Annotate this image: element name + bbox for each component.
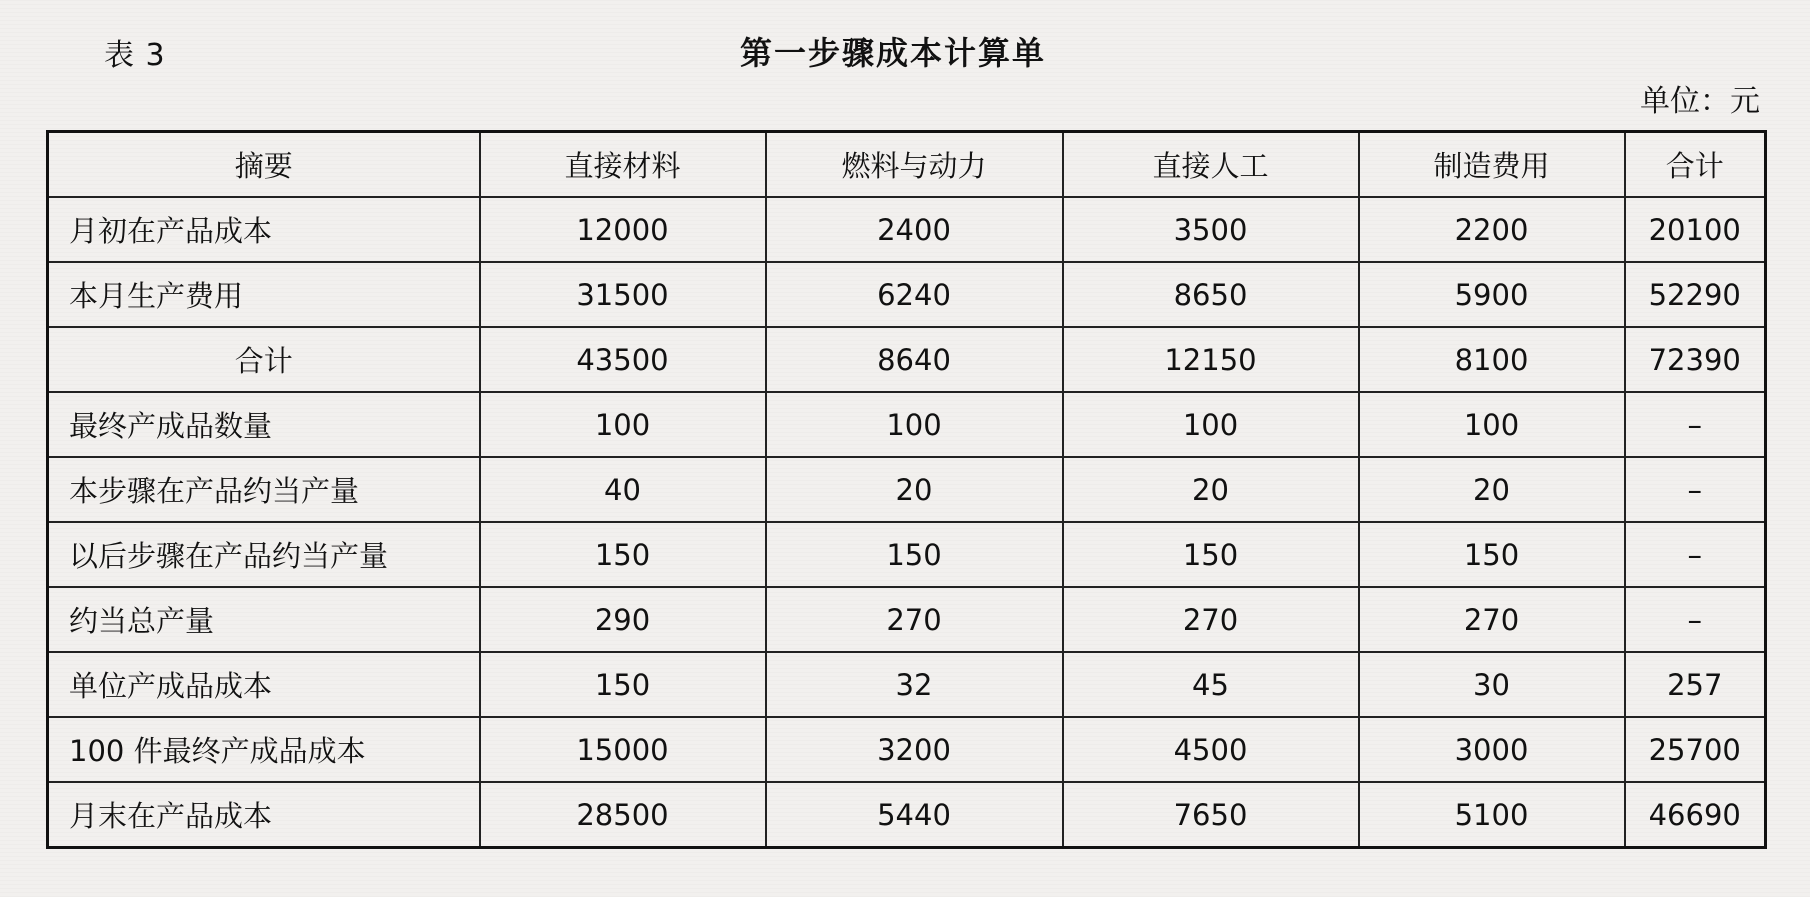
table-cell: 20100 (1625, 197, 1766, 262)
table-row (48, 262, 1766, 327)
table-cell: 28500 (480, 782, 766, 848)
table-cell: 20 (766, 457, 1063, 522)
row-label: 100 件最终产成品成本 (48, 717, 480, 782)
table-cell: 52290 (1625, 262, 1766, 327)
row-label: 本步骤在产品约当产量 (48, 457, 480, 522)
table-cell: 20 (1359, 457, 1625, 522)
table-cell: 100 (1359, 392, 1625, 457)
table-cell: 270 (1359, 587, 1625, 652)
table-row (48, 587, 1766, 652)
table-cell: 45 (1063, 652, 1359, 717)
table-row (48, 457, 1766, 522)
column-header-total: 合计 (1625, 132, 1766, 198)
table-cell: 257 (1625, 652, 1766, 717)
table-cell: 5900 (1359, 262, 1625, 327)
table-cell: 2400 (766, 197, 1063, 262)
table-row (48, 197, 1766, 262)
row-label: 月末在产品成本 (48, 782, 480, 848)
table-row (48, 392, 1766, 457)
table-cell: 150 (1063, 522, 1359, 587)
table-cell: 270 (766, 587, 1063, 652)
row-label: 本月生产费用 (48, 262, 480, 327)
page-title: 第一步骤成本计算单 (740, 34, 1047, 72)
column-header-direct-materials: 直接材料 (480, 132, 766, 198)
table-cell: 12000 (480, 197, 766, 262)
row-label: 月初在产品成本 (48, 197, 480, 262)
table-cell: 32 (766, 652, 1063, 717)
table-cell: 31500 (480, 262, 766, 327)
table-cell: 3000 (1359, 717, 1625, 782)
table-row (48, 522, 1766, 587)
column-header-direct-labor: 直接人工 (1063, 132, 1359, 198)
table-cell: – (1625, 457, 1766, 522)
table-cell: 150 (1359, 522, 1625, 587)
table-row (48, 327, 1766, 392)
table-cell: 12150 (1063, 327, 1359, 392)
table-row (48, 782, 1766, 848)
cost-calculation-table (46, 130, 1767, 849)
table-cell: 3200 (766, 717, 1063, 782)
table-cell: – (1625, 392, 1766, 457)
table-cell: 270 (1063, 587, 1359, 652)
table-cell: 46690 (1625, 782, 1766, 848)
table-number: 表 3 (104, 38, 166, 73)
table-cell: 30 (1359, 652, 1625, 717)
table-cell: 100 (1063, 392, 1359, 457)
table-cell: 150 (480, 522, 766, 587)
table-cell: 43500 (480, 327, 766, 392)
table-cell: 20 (1063, 457, 1359, 522)
column-header-fuel-power: 燃料与动力 (766, 132, 1063, 198)
table-cell: 150 (766, 522, 1063, 587)
column-header-manufacturing-overhead: 制造费用 (1359, 132, 1625, 198)
table-cell: 8100 (1359, 327, 1625, 392)
table-cell: – (1625, 522, 1766, 587)
table-cell: 2200 (1359, 197, 1625, 262)
row-label: 最终产成品数量 (48, 392, 480, 457)
row-label: 合计 (48, 327, 480, 392)
table-cell: 25700 (1625, 717, 1766, 782)
table-cell: 6240 (766, 262, 1063, 327)
row-label: 以后步骤在产品约当产量 (48, 522, 480, 587)
row-label: 单位产成品成本 (48, 652, 480, 717)
table-row (48, 717, 1766, 782)
table-cell: 100 (480, 392, 766, 457)
table-row (48, 652, 1766, 717)
table-cell: 5100 (1359, 782, 1625, 848)
table-cell: 3500 (1063, 197, 1359, 262)
table-cell: 290 (480, 587, 766, 652)
unit-label: 单位：元 (1640, 84, 1760, 119)
table-cell: – (1625, 587, 1766, 652)
row-label: 约当总产量 (48, 587, 480, 652)
table-cell: 15000 (480, 717, 766, 782)
table-cell: 150 (480, 652, 766, 717)
table-cell: 100 (766, 392, 1063, 457)
table-cell: 40 (480, 457, 766, 522)
table-cell: 4500 (1063, 717, 1359, 782)
table-cell: 8650 (1063, 262, 1359, 327)
column-header-summary: 摘要 (48, 132, 480, 198)
table-header-row (48, 132, 1766, 198)
table-cell: 5440 (766, 782, 1063, 848)
table-cell: 7650 (1063, 782, 1359, 848)
table-cell: 8640 (766, 327, 1063, 392)
table-cell: 72390 (1625, 327, 1766, 392)
